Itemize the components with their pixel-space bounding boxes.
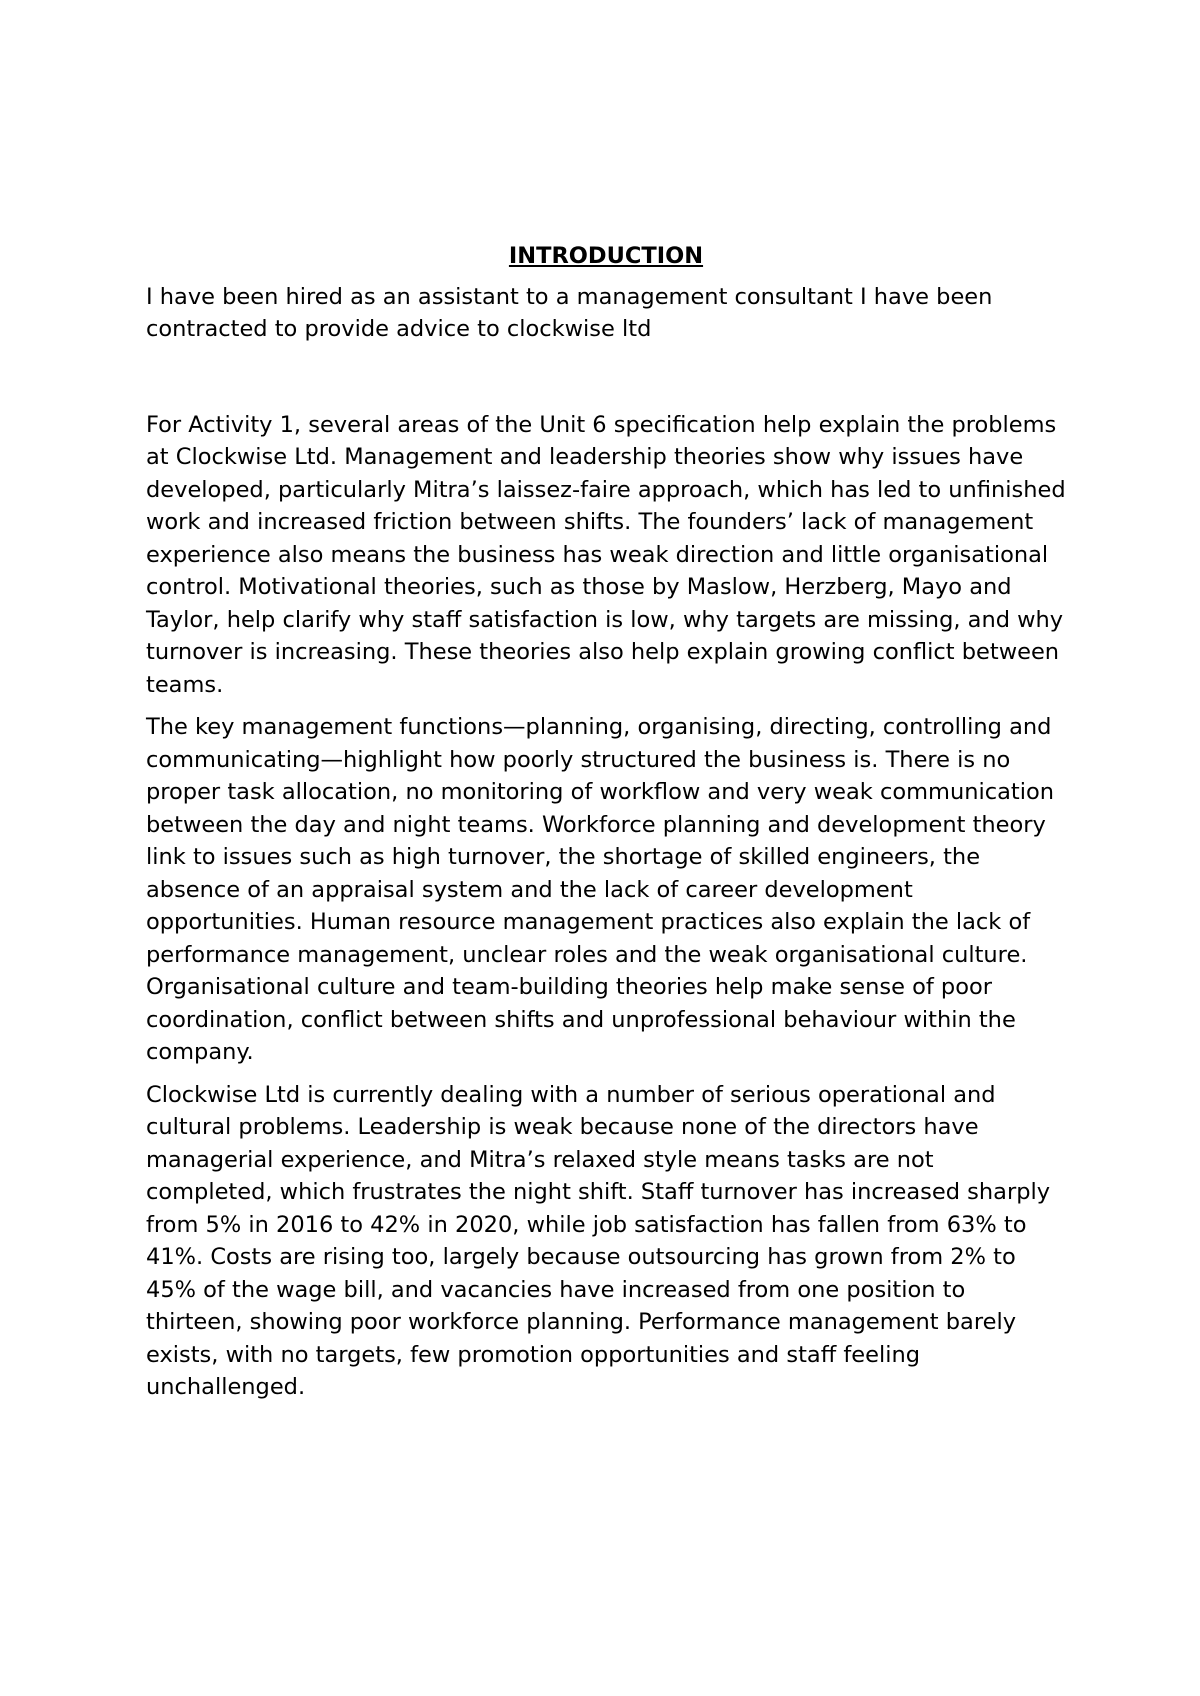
activity-paragraph: For Activity 1, several areas of the Unit 6 specification help explain the problems at Clockwise Ltd. Management and leadership theories show why issues have developed, particularly Mitra’s laissez-faire approach, which has led to unfinished work and increased friction between shifts. The founders’ lack of management experience also means the business has weak direction and little organisational control. Motivational theories, such as those by Maslow, Herzberg, Mayo and Taylor, help clarify why staff satisfaction is low, why targets are missing, and why turnover is increasing. These theories also help explain growing conflict between teams. xyxy=(146,411,1066,698)
management-functions-paragraph: The key management functions—planning, organising, directing, controlling and communicating—highlight how poorly structured the business is. There is no proper task allocation, no monitoring of workflow and very weak communication between the day and night teams. Workforce planning and development theory link to issues such as high turnover, the shortage of skilled engineers, the absence of an appraisal system and the lack of career development opportunities. Human resource management practices also explain the lack of performance management, unclear roles and the weak organisational culture. Organisational culture and team-building theories help make sense of poor coordination, conflict between shifts and unprofessional behaviour within the company. xyxy=(146,714,1054,1065)
problems-paragraph: Clockwise Ltd is currently dealing with a number of serious operational and cultural problems. Leadership is weak because none of the directors have managerial experience, and Mitra’s relaxed style means tasks are not completed, which frustrates the night shift. Staff turnover has increased sharply from 5% in 2016 to 42% in 2020, while job satisfaction has fallen from 63% to 41%. Costs are rising too, largely because outsourcing has grown from 2% to 45% of the wage bill, and vacancies have increased from one position to thirteen, showing poor workforce planning. Performance management barely exists, with no targets, few promotion opportunities and staff feeling unchallenged. xyxy=(146,1081,1051,1400)
intro-paragraph: I have been hired as an assistant to a management consultant I have been contracted to provide advice to clockwise ltd xyxy=(146,283,993,342)
page-title: INTRODUCTION xyxy=(508,243,704,269)
document-body xyxy=(146,240,1066,1404)
